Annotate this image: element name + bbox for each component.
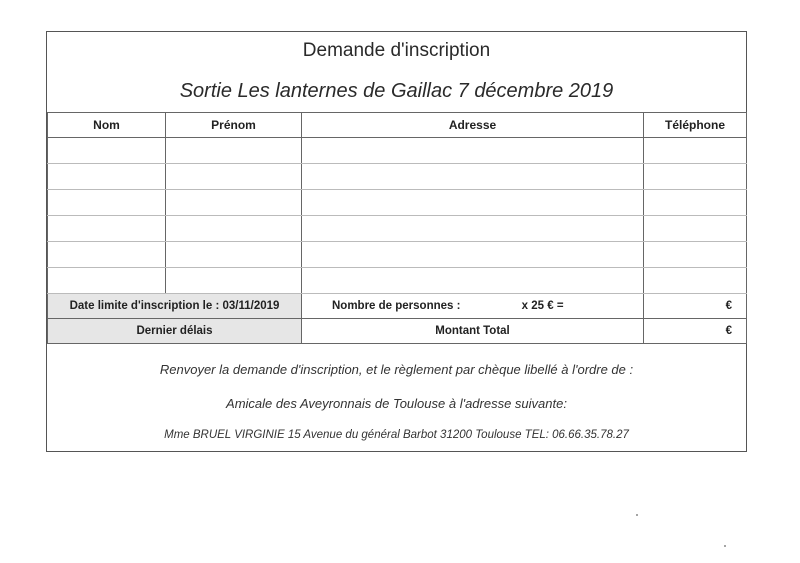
persons-cell	[302, 294, 644, 319]
cell-prenom[interactable]	[166, 164, 302, 190]
cell-nom[interactable]	[48, 242, 166, 268]
total-row	[48, 319, 747, 344]
cell-adresse[interactable]	[302, 242, 644, 268]
cell-prenom[interactable]	[166, 216, 302, 242]
scan-speck	[636, 514, 638, 516]
cell-nom[interactable]	[48, 216, 166, 242]
instruction-line-2: Amicale des Aveyronnais de Toulouse à l'adresse suivante:	[226, 396, 567, 411]
scan-speck	[724, 545, 726, 547]
cell-telephone[interactable]	[644, 190, 747, 216]
table-row	[48, 138, 747, 164]
instruction-line-1: Renvoyer la demande d'inscription, et le règlement par chèque libellé à l'ordre de :	[159, 362, 634, 377]
deadline-label: Date limite d'inscription le : 03/11/2019	[48, 294, 302, 319]
page-title: Demande d'inscription	[302, 40, 491, 61]
cell-prenom[interactable]	[166, 242, 302, 268]
cell-nom[interactable]	[48, 138, 166, 164]
header-telephone: Téléphone	[644, 113, 747, 138]
price-per-person: x 25 € =	[521, 300, 564, 312]
table-row	[48, 164, 747, 190]
header-adresse: Adresse	[302, 113, 644, 138]
cell-prenom[interactable]	[166, 138, 302, 164]
page-subtitle: Sortie Les lanternes de Gaillac 7 décembre 2019	[179, 80, 614, 102]
last-delay-label: Dernier délais	[48, 319, 302, 344]
cell-adresse[interactable]	[302, 138, 644, 164]
deadline-row	[48, 294, 747, 319]
cell-adresse[interactable]	[302, 164, 644, 190]
table-header	[48, 113, 747, 138]
total-label: Montant Total	[302, 319, 644, 344]
persons-label: Nombre de personnes :	[332, 300, 461, 312]
table-row	[48, 242, 747, 268]
table-row	[48, 216, 747, 242]
total-amount[interactable]: €	[644, 319, 747, 344]
cell-telephone[interactable]	[644, 216, 747, 242]
cell-adresse[interactable]	[302, 190, 644, 216]
table-row	[48, 268, 747, 294]
cell-nom[interactable]	[48, 164, 166, 190]
cell-nom[interactable]	[48, 268, 166, 294]
cell-adresse[interactable]	[302, 268, 644, 294]
cell-telephone[interactable]	[644, 268, 747, 294]
cell-prenom[interactable]	[166, 268, 302, 294]
table-row	[48, 190, 747, 216]
header-nom: Nom	[48, 113, 166, 138]
cell-telephone[interactable]	[644, 138, 747, 164]
header-prenom: Prénom	[166, 113, 302, 138]
cell-nom[interactable]	[48, 190, 166, 216]
registration-form	[46, 31, 747, 452]
cell-telephone[interactable]	[644, 164, 747, 190]
cell-prenom[interactable]	[166, 190, 302, 216]
mailing-address: Mme BRUEL VIRGINIE 15 Avenue du général Barbot 31200 Toulouse TEL: 06.66.35.78.27	[164, 429, 629, 441]
cell-adresse[interactable]	[302, 216, 644, 242]
registration-table	[47, 112, 747, 344]
cell-telephone[interactable]	[644, 242, 747, 268]
persons-amount[interactable]: €	[644, 294, 747, 319]
